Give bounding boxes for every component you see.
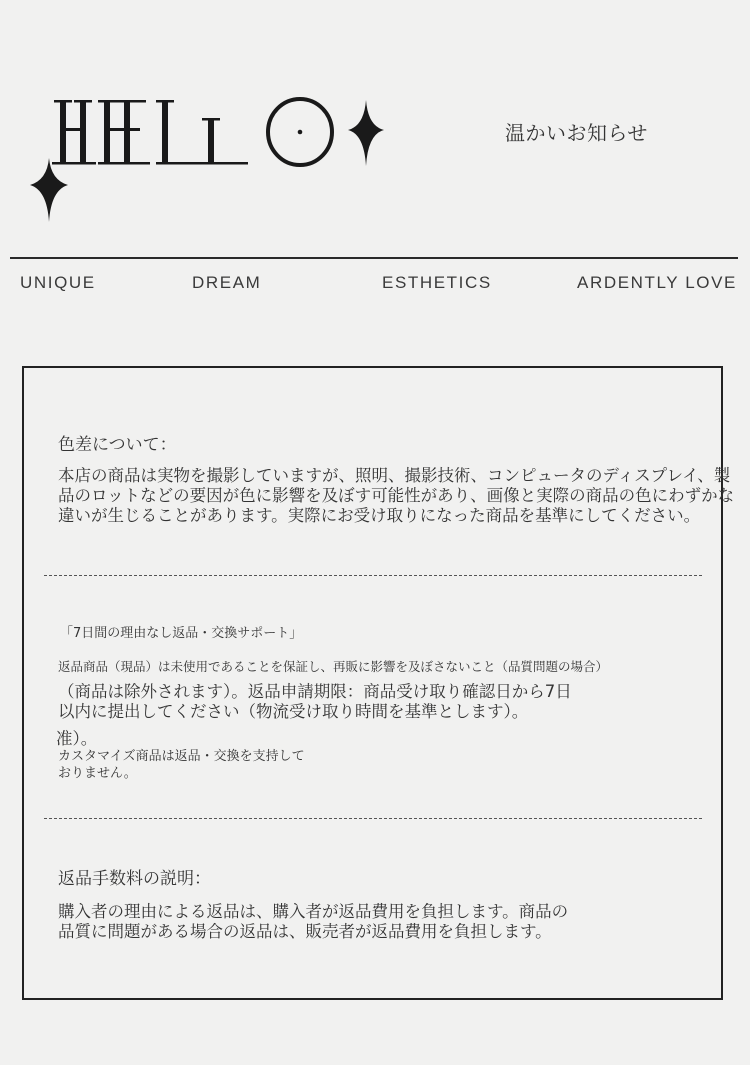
tagline-unique: UNIQUE — [20, 273, 96, 292]
custom-note-line: カスタマイズ商品は返品・交換を支持して — [58, 749, 305, 764]
returns-fragment: 准）。 — [56, 729, 98, 748]
color-diff-line: 本店の商品は実物を撮影していますが、照明、撮影技術、コンピュータのディスプレイ、製 — [58, 466, 731, 485]
hello-logo — [22, 80, 402, 240]
color-diff-heading: 色差について： — [58, 435, 177, 455]
returns-line: （商品は除外されます）。返品申請期限：商品受け取り確認日から7日 — [58, 682, 572, 701]
header-divider — [10, 257, 738, 259]
tagline-ardently-love: ARDENTLY LOVE — [577, 273, 737, 292]
dashed-divider — [44, 818, 702, 819]
tagline-esthetics: ESTHETICS — [382, 273, 492, 292]
fee-line: 購入者の理由による返品は、購入者が返品費用を負担します。商品の — [58, 902, 569, 921]
returns-line: 以内に提出してください（物流受け取り時間を基準とします）。 — [58, 702, 529, 721]
returns-title: 「7日間の理由なし返品・交換サポート」 — [60, 626, 303, 641]
fee-line: 品質に問題がある場合の返品は、販売者が返品費用を負担します。 — [58, 922, 552, 941]
returns-condition: 返品商品（現品）は未使用であることを保証し、再販に影響を及ぼさないこと（品質問題の場合） — [58, 659, 609, 674]
notice-title: 温かいお知らせ — [505, 121, 648, 145]
fee-heading: 返品手数料の説明： — [58, 869, 211, 889]
dashed-divider — [44, 575, 702, 576]
color-diff-line: 品のロットなどの要因が色に影響を及ぼす可能性があり、画像と実際の商品の色にわずかな — [58, 486, 735, 505]
custom-note-line: おりません。 — [58, 766, 137, 781]
tagline-dream: DREAM — [192, 273, 262, 292]
color-diff-line: 違いが生じることがあります。実際にお受け取りになった商品を基準にしてください。 — [58, 506, 701, 525]
